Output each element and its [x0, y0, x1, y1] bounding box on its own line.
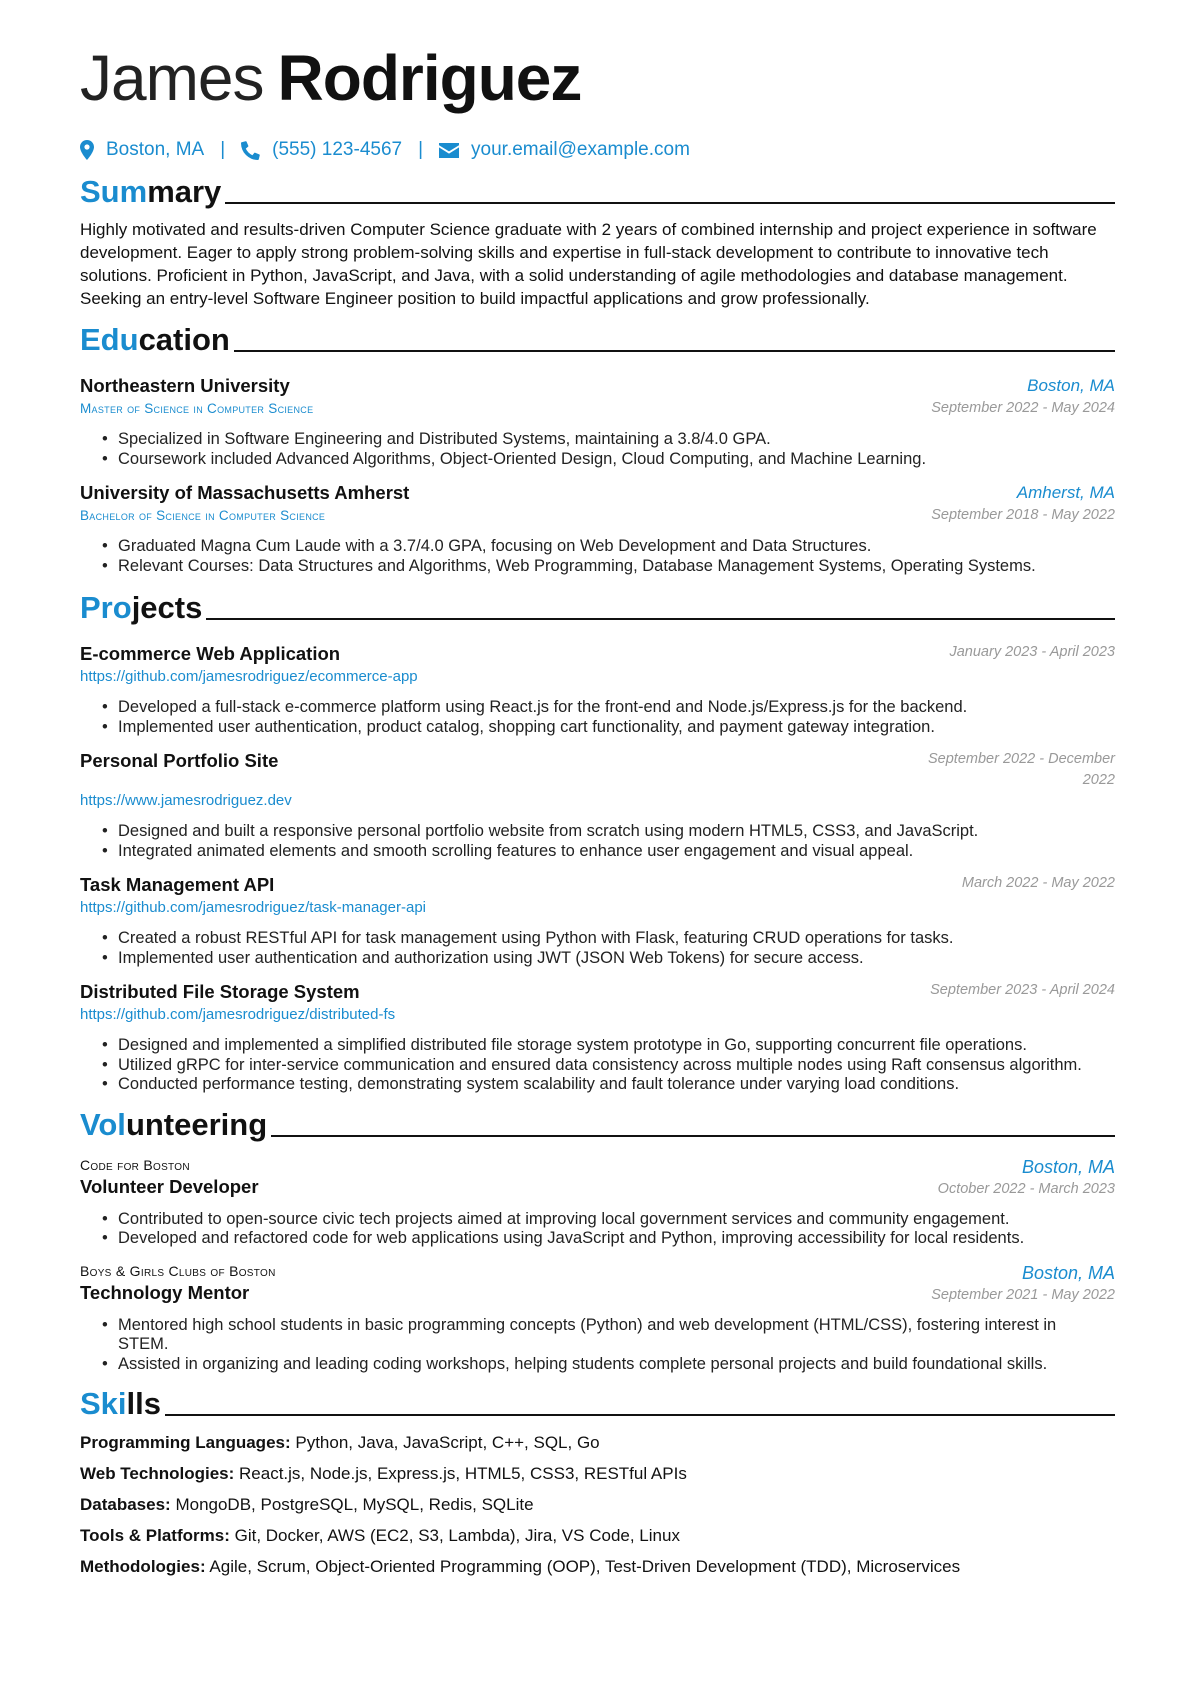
school-location: Amherst, MA	[1016, 483, 1115, 502]
degree: Master of Science in Computer Science	[80, 401, 314, 416]
bullet-list	[102, 537, 1115, 576]
project-name: E-commerce Web Application	[80, 643, 341, 664]
list-item: • Graduated Magna Cum Laude with a 3.7/4.0 GPA, focusing on Web Development and Data Structures.	[102, 537, 1115, 557]
project-name: Personal Portfolio Site	[80, 750, 279, 771]
bullet-list	[102, 430, 1115, 469]
skill-row	[80, 1494, 1115, 1515]
education-dates: September 2018 - May 2022	[931, 507, 1115, 523]
contact-separator: |	[220, 139, 226, 160]
education-entry	[80, 481, 1115, 576]
list-item: • Conducted performance testing, demonstrating system scalability and fault tolerance under varying load conditions.	[102, 1075, 1115, 1095]
section-rule	[225, 202, 1115, 204]
contact-phone[interactable]	[241, 139, 402, 161]
envelope-icon	[439, 143, 459, 158]
project-link[interactable]: https://github.com/jamesrodriguez/distributed-fs	[80, 1006, 396, 1023]
skills-heading	[80, 1384, 1115, 1424]
title-rest: jects	[131, 590, 203, 625]
first-name: James	[80, 42, 264, 114]
volunteer-role: Volunteer Developer	[80, 1175, 259, 1197]
volunteer-dates: September 2021 - May 2022	[931, 1286, 1115, 1303]
contact-location	[80, 139, 204, 161]
bullet-list	[102, 929, 1115, 968]
list-item: • Utilized gRPC for inter-service communication and ensured data consistency across multiple nodes using Raft consensus algorithm.	[102, 1056, 1115, 1076]
candidate-name	[80, 38, 1115, 118]
section-title	[80, 172, 221, 212]
bullet-list	[102, 822, 1115, 861]
project-entry	[80, 980, 1115, 1095]
title-highlight: Vol	[80, 1106, 126, 1142]
project-dates: September 2022 - December 2022	[928, 751, 1115, 788]
skill-label: Web Technologies:	[80, 1464, 235, 1483]
education-dates: September 2022 - May 2024	[931, 400, 1115, 416]
skill-label: Databases:	[80, 1495, 171, 1514]
project-link[interactable]: https://github.com/jamesrodriguez/ecommerce-app	[80, 668, 418, 685]
skill-label: Tools & Platforms:	[80, 1526, 230, 1545]
last-name: Rodriguez	[277, 42, 582, 114]
list-item: • Designed and implemented a simplified distributed file storage system prototype in Go, supporting concurrent file operations.	[102, 1036, 1115, 1056]
project-link[interactable]: https://github.com/jamesrodriguez/task-manager-api	[80, 899, 426, 916]
title-highlight: Edu	[80, 322, 139, 357]
list-item: • Relevant Courses: Data Structures and Algorithms, Web Programming, Database Management Systems, Operating Systems.	[102, 557, 1115, 577]
list-item: • Coursework included Advanced Algorithms, Object-Oriented Design, Cloud Computing, and Machine Learning.	[102, 450, 1115, 470]
title-rest: cation	[138, 322, 230, 357]
project-entry	[80, 749, 1115, 861]
skill-label: Methodologies:	[80, 1557, 206, 1576]
project-link[interactable]: https://www.jamesrodriguez.dev	[80, 792, 292, 809]
volunteer-role: Technology Mentor	[80, 1281, 250, 1303]
project-dates: March 2022 - May 2022	[961, 875, 1115, 891]
summary-heading	[80, 172, 1115, 212]
section-rule	[234, 350, 1115, 352]
section-rule	[165, 1414, 1115, 1416]
phone-text: (555) 123-4567	[272, 139, 403, 160]
list-item: • Mentored high school students in basic programming concepts (Python) and web development (HTML/CSS), fostering interest in STEM.	[102, 1316, 1085, 1355]
degree: Bachelor of Science in Computer Science	[80, 508, 326, 523]
skill-value: Git, Docker, AWS (EC2, S3, Lambda), Jira, VS Code, Linux	[234, 1526, 680, 1545]
list-item: • Contributed to open-source civic tech projects aimed at improving local government services and community engagement.	[102, 1210, 1115, 1230]
project-dates: January 2023 - April 2023	[949, 644, 1115, 660]
section-title	[80, 1105, 267, 1145]
skill-row	[80, 1556, 1115, 1577]
project-name: Distributed File Storage System	[80, 981, 360, 1002]
projects-heading	[80, 588, 1115, 628]
volunteer-entry	[80, 1261, 1115, 1375]
list-item: • Developed and refactored code for web applications using JavaScript and Python, improving accessibility for local residents.	[102, 1229, 1115, 1249]
list-item: • Assisted in organizing and leading coding workshops, helping students complete personal projects and build foundational skills.	[102, 1355, 1085, 1375]
section-title	[80, 588, 202, 628]
skill-row	[80, 1432, 1115, 1453]
project-name: Task Management API	[80, 874, 275, 895]
contact-email[interactable]	[439, 139, 690, 161]
skill-row	[80, 1525, 1115, 1546]
list-item: • Implemented user authentication, product catalog, shopping cart functionality, and payment gateway integration.	[102, 718, 1115, 738]
list-item: • Designed and built a responsive personal portfolio website from scratch using modern HTML5, CSS3, and JavaScript.	[102, 822, 1115, 842]
list-item: • Created a robust RESTful API for task management using Python with Flask, featuring CRUD operations for tasks.	[102, 929, 1115, 949]
bullet-list	[102, 1210, 1115, 1249]
section-title	[80, 320, 230, 360]
education-entry	[80, 374, 1115, 469]
contact-separator: |	[418, 139, 424, 160]
bullet-list	[102, 1036, 1115, 1095]
volunteer-location: Boston, MA	[1021, 1156, 1115, 1177]
organization-name: Code for Boston	[80, 1156, 190, 1173]
skill-row	[80, 1463, 1115, 1484]
title-rest: unteering	[125, 1106, 268, 1142]
project-dates: September 2023 - April 2024	[930, 982, 1115, 998]
project-entry	[80, 873, 1115, 968]
list-item: • Integrated animated elements and smooth scrolling features to enhance user engagement and visual appeal.	[102, 842, 1115, 862]
title-rest: mary	[147, 174, 222, 209]
map-marker-icon	[80, 140, 94, 160]
summary-text: Highly motivated and results-driven Computer Science graduate with 2 years of combined internship and project experience in software development. Eager to apply strong problem-solving skills and expertise in full-stack development to contribute to innovative tech solutions. Proficient in Python, JavaScript, and Java, with a solid understanding of agile methodologies and database management. Seeking an entry-level Software Engineer position to build impactful applications and grow professionally.	[80, 220, 1097, 308]
list-item: • Implemented user authentication and authorization using JWT (JSON Web Tokens) for secure access.	[102, 949, 1115, 969]
project-entry	[80, 642, 1115, 737]
skill-label: Programming Languages:	[80, 1433, 291, 1452]
skill-value: Agile, Scrum, Object-Oriented Programming (OOP), Test-Driven Development (TDD), Microservices	[209, 1557, 961, 1576]
organization-name: Boys & Girls Clubs of Boston	[80, 1262, 276, 1279]
skill-value: MongoDB, PostgreSQL, MySQL, Redis, SQLite	[175, 1495, 534, 1514]
list-item: • Developed a full-stack e-commerce platform using React.js for the front-end and Node.js/Express.js for the backend.	[102, 698, 1115, 718]
education-heading	[80, 320, 1115, 360]
volunteering-heading	[80, 1105, 1115, 1145]
school-location: Boston, MA	[1027, 376, 1115, 395]
volunteer-location: Boston, MA	[1021, 1262, 1115, 1283]
section-rule	[271, 1135, 1115, 1137]
volunteer-dates: October 2022 - March 2023	[937, 1180, 1115, 1197]
school-name: University of Massachusetts Amherst	[80, 482, 410, 503]
section-title	[80, 1384, 161, 1424]
title-highlight: Sum	[80, 174, 148, 209]
skill-value: Python, Java, JavaScript, C++, SQL, Go	[295, 1433, 600, 1452]
section-rule	[206, 618, 1115, 620]
email-text: your.email@example.com	[471, 139, 690, 160]
volunteer-entry	[80, 1155, 1115, 1249]
skill-value: React.js, Node.js, Express.js, HTML5, CSS3, RESTful APIs	[239, 1464, 687, 1483]
list-item: • Specialized in Software Engineering and Distributed Systems, maintaining a 3.8/4.0 GPA.	[102, 430, 1115, 450]
bullet-list	[102, 698, 1115, 737]
bullet-list	[102, 1316, 1085, 1375]
phone-icon	[241, 141, 260, 160]
title-highlight: Pro	[80, 590, 132, 625]
contact-bar	[80, 136, 1115, 164]
title-highlight: Ski	[80, 1386, 127, 1421]
location-text: Boston, MA	[106, 139, 205, 160]
school-name: Northeastern University	[80, 375, 290, 396]
title-rest: lls	[126, 1386, 161, 1421]
